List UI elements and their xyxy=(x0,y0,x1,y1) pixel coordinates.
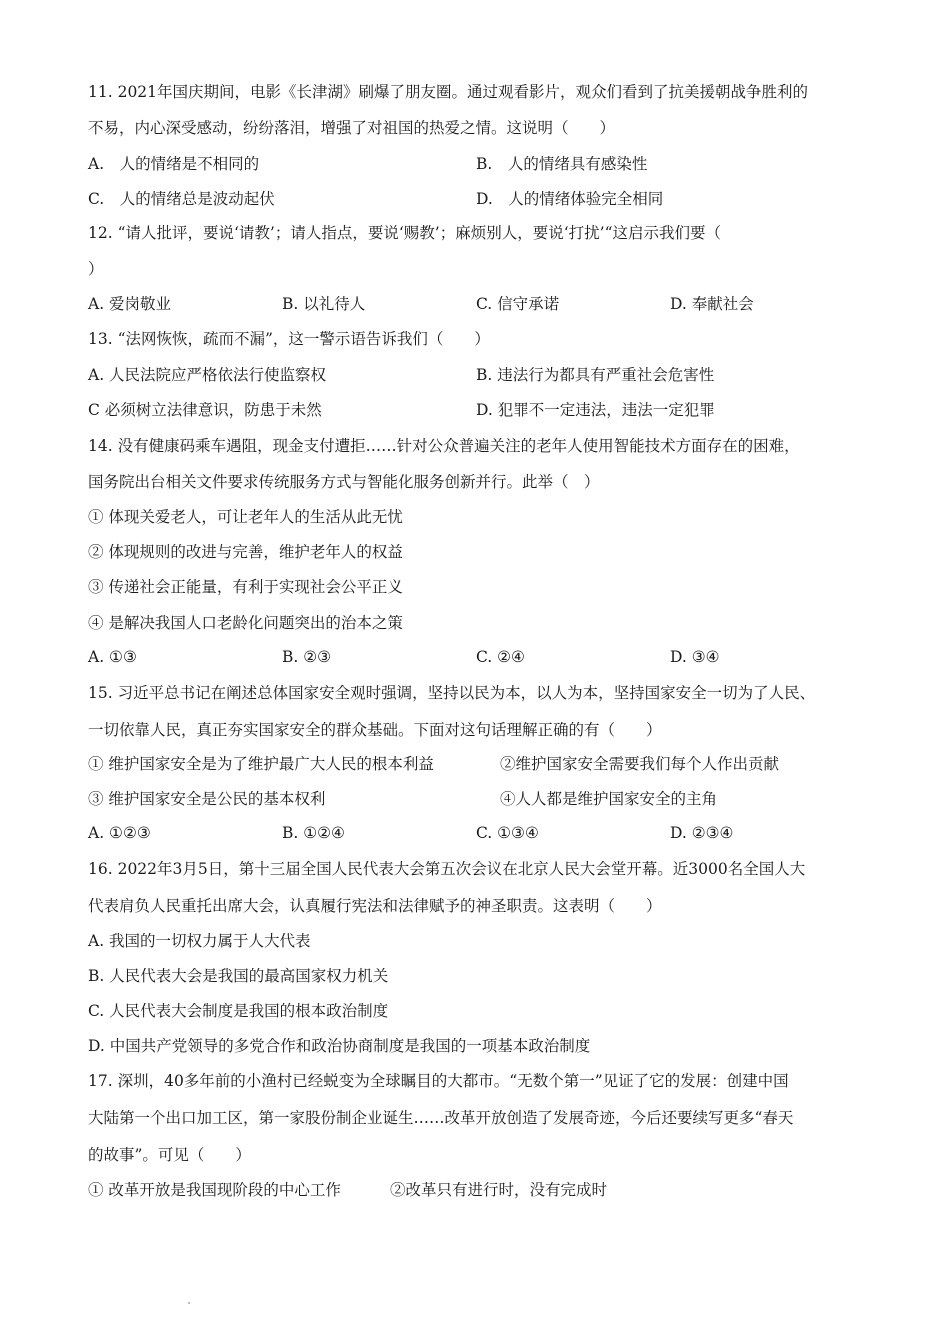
q15-option-d: D. ②③④ xyxy=(670,824,734,842)
q15-statement-1: ① 维护国家安全是为了维护最广大人民的根本利益 xyxy=(88,755,434,773)
q15-stem-line1: 15. 习近平总书记在阐述总体国家安全观时强调，坚持以民为本，以人为本，坚持国家安全一切为了人民、 xyxy=(88,684,816,702)
q15-option-c: C. ①③④ xyxy=(476,824,539,842)
q16-option-d: D. 中国共产党领导的多党合作和政治协商制度是我国的一项基本政治制度 xyxy=(88,1037,591,1055)
q14-option-c: C. ②④ xyxy=(476,648,525,666)
page-mark-dot xyxy=(188,1302,190,1304)
q16-option-c: C. 人民代表大会制度是我国的根本政治制度 xyxy=(88,1002,389,1020)
q14-option-d: D. ③④ xyxy=(670,648,720,666)
q17-stem-line1: 17. 深圳，40多年前的小渔村已经蜕变为全球瞩目的大都市。“无数个第一”见证了它的发展：创建中国 xyxy=(88,1072,789,1090)
q13-option-d: D. 犯罪不一定违法，违法一定犯罪 xyxy=(476,401,715,419)
q14-statement-4: ④ 是解决我国人口老龄化问题突出的治本之策 xyxy=(88,614,403,632)
q17-stem-line3: 的故事”。可见（ ） xyxy=(88,1146,251,1164)
q15-statement-4: ④人人都是维护国家安全的主角 xyxy=(500,790,718,808)
q15-statement-3: ③ 维护国家安全是公民的基本权利 xyxy=(88,790,326,808)
q15-stem-line2: 一切依靠人民，真正夯实国家安全的群众基础。下面对这句话理解正确的有（ ） xyxy=(88,721,662,739)
q11-option-a: A. 人的情绪是不相同的 xyxy=(88,155,260,173)
q13-option-b: B. 违法行为都具有严重社会危害性 xyxy=(476,366,715,384)
q14-stem-line1: 14. 没有健康码乘车遇阻，现金支付遭拒……针对公众普遍关注的老年人使用智能技术方面存在的困难， xyxy=(88,437,800,455)
q17-statement-2: ②改革只有进行时，没有完成时 xyxy=(390,1181,608,1199)
q16-option-b: B. 人民代表大会是我国的最高国家权力机关 xyxy=(88,967,389,985)
q13-stem: 13. “法网恢恢，疏而不漏”，这一警示语告诉我们（ ） xyxy=(88,330,490,348)
q15-option-a: A. ①②③ xyxy=(88,824,151,842)
q16-stem-line2: 代表肩负人民重托出席大会，认真履行宪法和法律赋予的神圣职责。这表明（ ） xyxy=(88,897,662,915)
q14-option-b: B. ②③ xyxy=(282,648,332,666)
q17-stem-line2: 大陆第一个出口加工区，第一家股份制企业诞生……改革开放创造了发展奇迹，今后还要续写更多“春天 xyxy=(88,1109,794,1127)
q14-stem-line2: 国务院出台相关文件要求传统服务方式与智能化服务创新并行。此举（ ） xyxy=(88,473,600,491)
q11-option-b: B. 人的情绪具有感染性 xyxy=(476,155,648,173)
q14-statement-1: ① 体现关爱老人，可让老年人的生活从此无忧 xyxy=(88,508,403,526)
q15-option-b: B. ①②④ xyxy=(282,824,345,842)
q12-stem-line1: 12. “请人批评，要说‘请教’；请人指点，要说‘赐教’；麻烦别人，要说‘打扰’“这启示我们要（ xyxy=(88,224,721,242)
q12-option-d: D. 奉献社会 xyxy=(670,295,754,313)
q13-option-c: C 必须树立法律意识，防患于未然 xyxy=(88,401,322,419)
q14-option-a: A. ①③ xyxy=(88,648,137,666)
q11-option-c: C. 人的情绪总是波动起伏 xyxy=(88,190,275,208)
q14-statement-2: ② 体现规则的改进与完善，维护老年人的权益 xyxy=(88,543,403,561)
q13-option-a: A. 人民法院应严格依法行使监察权 xyxy=(88,366,327,384)
q12-option-c: C. 信守承诺 xyxy=(476,295,560,313)
q11-option-d: D. 人的情绪体验完全相同 xyxy=(476,190,664,208)
q11-stem-line1: 11. 2021年国庆期间，电影《长津湖》刷爆了朋友圈。通过观看影片，观众们看到了抗美援朝战争胜利的 xyxy=(88,83,809,101)
q12-stem-line2: ） xyxy=(88,260,104,278)
q15-statement-2: ②维护国家安全需要我们每个人作出贡献 xyxy=(500,755,780,773)
q11-stem-line2: 不易，内心深受感动，纷纷落泪，增强了对祖国的热爱之情。这说明（ ） xyxy=(88,119,616,137)
q12-option-b: B. 以礼待人 xyxy=(282,295,366,313)
q17-statement-1: ① 改革开放是我国现阶段的中心工作 xyxy=(88,1181,341,1199)
q16-option-a: A. 我国的一切权力属于人大代表 xyxy=(88,932,311,950)
q12-option-a: A. 爱岗敬业 xyxy=(88,295,172,313)
q14-statement-3: ③ 传递社会正能量，有利于实现社会公平正义 xyxy=(88,578,403,596)
q16-stem-line1: 16. 2022年3月5日，第十三届全国人民代表大会第五次会议在北京人民大会堂开幕。近3000名全国人大 xyxy=(88,860,806,878)
